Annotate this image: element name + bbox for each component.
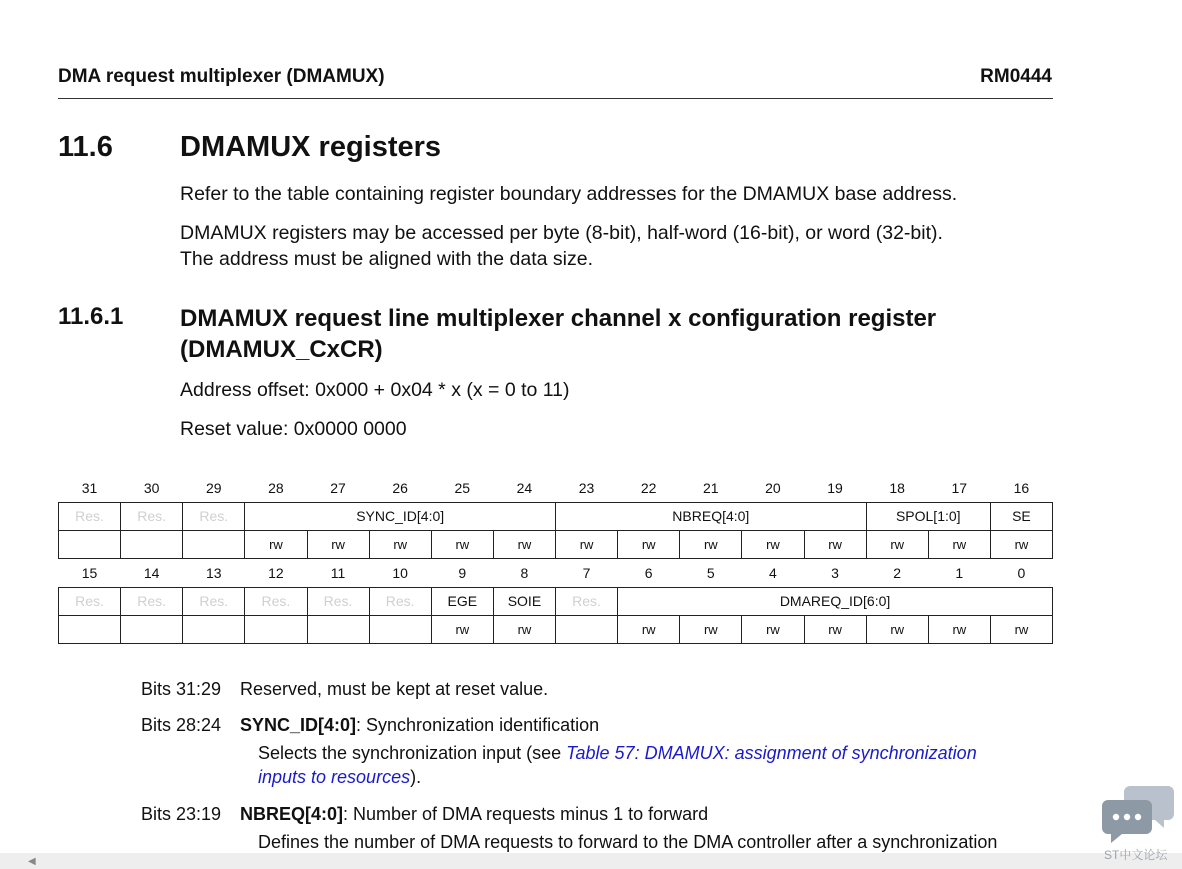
upper-access-cell: rw <box>928 531 990 559</box>
upper-bit-numbers-row <box>59 474 1053 503</box>
section-title: DMAMUX registers <box>180 131 442 163</box>
subsection-title-line-2: (DMAMUX_CxCR) <box>180 336 383 363</box>
nbreq-description: Defines the number of DMA requests to forward to the DMA controller after a synchronization <box>258 832 998 852</box>
reserved-field-cell: Res. <box>121 503 183 531</box>
lower-bit-number: 14 <box>143 564 160 581</box>
nbreq-field-summary: : Number of DMA requests minus 1 to forward <box>343 804 709 824</box>
lower-bit-number: 15 <box>81 564 98 581</box>
table-57-link-continued[interactable]: inputs to resources <box>258 767 411 787</box>
bits-31-29-label: Bits 31:29 <box>141 679 222 699</box>
upper-field-cell: SPOL[1:0] <box>866 503 990 531</box>
upper-access-row <box>59 531 1053 559</box>
reserved-field-cell: Res. <box>307 588 369 616</box>
reserved-field-cell: Res. <box>556 588 618 616</box>
upper-field-cell: NBREQ[4:0] <box>556 503 867 531</box>
reserved-field-cell: Res. <box>183 503 245 531</box>
upper-bit-number: 18 <box>889 479 905 496</box>
forum-label[interactable]: ST中文论坛 <box>1104 848 1168 862</box>
bits-23-19-label: Bits 23:19 <box>141 804 222 824</box>
section-paragraph-2 <box>180 220 1060 272</box>
upper-bit-number: 27 <box>330 479 346 496</box>
lower-bit-number: 7 <box>582 564 591 581</box>
bits-31-29-text: Reserved, must be kept at reset value. <box>240 679 549 699</box>
upper-fields-row <box>59 503 1053 531</box>
lower-bit-numbers-row <box>59 559 1053 588</box>
upper-bit-number: 31 <box>81 479 98 496</box>
upper-bit-number: 17 <box>951 479 968 496</box>
bits-28-24-title <box>240 713 599 737</box>
lower-field-cell: DMAREQ_ID[6:0] <box>618 588 1053 616</box>
lower-access-cell <box>369 616 431 644</box>
upper-bit-number: 16 <box>1013 479 1030 496</box>
lower-access-cell <box>245 616 307 644</box>
subsection-title <box>180 303 1040 365</box>
reserved-field-cell: Res. <box>121 588 183 616</box>
lower-access-cell: rw <box>928 616 990 644</box>
lower-access-cell <box>307 616 369 644</box>
upper-bit-number: 30 <box>143 479 160 496</box>
upper-field-cell: SE <box>990 503 1052 531</box>
running-header-title: DMA request multiplexer (DMAMUX) <box>58 66 385 87</box>
upper-access-cell: rw <box>369 531 431 559</box>
lower-access-cell: rw <box>680 616 742 644</box>
lower-bit-number: 8 <box>520 564 529 581</box>
upper-bit-number: 28 <box>268 479 284 496</box>
sync-id-description <box>258 741 1058 789</box>
section-paragraph-2-line-2: The address must be aligned with the data size. <box>180 248 593 270</box>
document-id: RM0444 <box>980 66 1052 87</box>
subsection-number: 11.6.1 <box>58 303 124 330</box>
lower-bit-number: 1 <box>955 564 964 581</box>
horizontal-scrollbar[interactable] <box>0 853 1182 869</box>
upper-access-cell <box>183 531 245 559</box>
lower-access-cell <box>121 616 183 644</box>
lower-access-cell: rw <box>990 616 1052 644</box>
lower-bit-number: 12 <box>268 564 284 581</box>
upper-access-cell: rw <box>431 531 493 559</box>
upper-access-cell: rw <box>245 531 307 559</box>
reserved-field-cell: Res. <box>369 588 431 616</box>
address-offset: Address offset: 0x000 + 0x04 * x (x = 0 to 11) <box>180 379 570 401</box>
lower-bit-number: 5 <box>706 564 715 581</box>
lower-access-cell: rw <box>431 616 493 644</box>
sync-id-desc-suffix: ). <box>410 767 422 787</box>
upper-bit-number: 24 <box>516 479 533 496</box>
lower-fields-row <box>59 588 1053 616</box>
section-paragraph-2-line-1: DMAMUX registers may be accessed per byte (8-bit), half-word (16-bit), or word (32-bit). <box>180 222 943 244</box>
sync-id-field-name: SYNC_ID[4:0] <box>240 715 357 735</box>
upper-access-cell: rw <box>866 531 928 559</box>
reserved-field-cell: Res. <box>59 503 121 531</box>
lower-access-cell: rw <box>618 616 680 644</box>
upper-access-cell: rw <box>556 531 618 559</box>
upper-access-cell: rw <box>680 531 742 559</box>
bits-23-19-title <box>240 802 708 826</box>
scroll-left-arrow-icon[interactable]: ◀ <box>28 856 36 867</box>
chat-bubble-icon[interactable] <box>1100 784 1176 846</box>
lower-bit-number: 3 <box>831 564 839 581</box>
lower-field-cell: EGE <box>431 588 493 616</box>
lower-bit-number: 2 <box>893 564 902 581</box>
lower-access-cell: rw <box>493 616 555 644</box>
lower-bit-number: 9 <box>458 564 467 581</box>
upper-bit-number: 25 <box>454 479 471 496</box>
upper-bit-number: 20 <box>765 479 781 496</box>
reserved-field-cell: Res. <box>59 588 121 616</box>
upper-access-cell: rw <box>618 531 680 559</box>
upper-field-cell: SYNC_ID[4:0] <box>245 503 556 531</box>
upper-bit-number: 23 <box>578 479 595 496</box>
lower-bit-number: 0 <box>1017 564 1026 581</box>
lower-access-cell: rw <box>742 616 804 644</box>
lower-access-cell <box>556 616 618 644</box>
upper-access-cell: rw <box>990 531 1052 559</box>
section-number: 11.6 <box>58 131 113 163</box>
upper-access-cell: rw <box>493 531 555 559</box>
lower-access-cell <box>59 616 121 644</box>
upper-access-cell <box>59 531 121 559</box>
sync-id-field-summary: : Synchronization identification <box>356 715 600 735</box>
subsection-title-line-1: DMAMUX request line multiplexer channel x configuration register <box>180 305 937 332</box>
upper-access-cell: rw <box>742 531 804 559</box>
lower-bit-number: 6 <box>644 564 653 581</box>
bits-28-24-label: Bits 28:24 <box>141 715 222 735</box>
upper-bit-number: 29 <box>206 479 222 496</box>
lower-access-row <box>59 616 1053 644</box>
register-bit-table <box>58 474 1053 644</box>
upper-access-cell <box>121 531 183 559</box>
lower-access-cell: rw <box>804 616 866 644</box>
reserved-field-cell: Res. <box>183 588 245 616</box>
lower-bit-number: 10 <box>392 564 408 581</box>
upper-bit-number: 26 <box>392 479 408 496</box>
upper-access-cell: rw <box>804 531 866 559</box>
lower-bit-number: 11 <box>330 564 346 581</box>
lower-bit-number: 13 <box>206 564 222 581</box>
table-57-link[interactable]: Table 57: DMAMUX: assignment of synchronization <box>566 743 977 763</box>
upper-access-cell: rw <box>307 531 369 559</box>
reserved-field-cell: Res. <box>245 588 307 616</box>
upper-bit-number: 19 <box>827 479 843 496</box>
lower-bit-number: 4 <box>769 564 777 581</box>
section-paragraph-1: Refer to the table containing register boundary addresses for the DMAMUX base address. <box>180 183 958 205</box>
upper-bit-number: 22 <box>640 479 657 496</box>
lower-field-cell: SOIE <box>493 588 555 616</box>
lower-access-cell: rw <box>866 616 928 644</box>
sync-id-desc-prefix: Selects the synchronization input (see <box>258 743 567 763</box>
lower-access-cell <box>183 616 245 644</box>
reset-value: Reset value: 0x0000 0000 <box>180 418 407 440</box>
header-divider <box>58 98 1053 99</box>
upper-bit-number: 21 <box>703 479 719 496</box>
nbreq-field-name: NBREQ[4:0] <box>240 804 344 824</box>
